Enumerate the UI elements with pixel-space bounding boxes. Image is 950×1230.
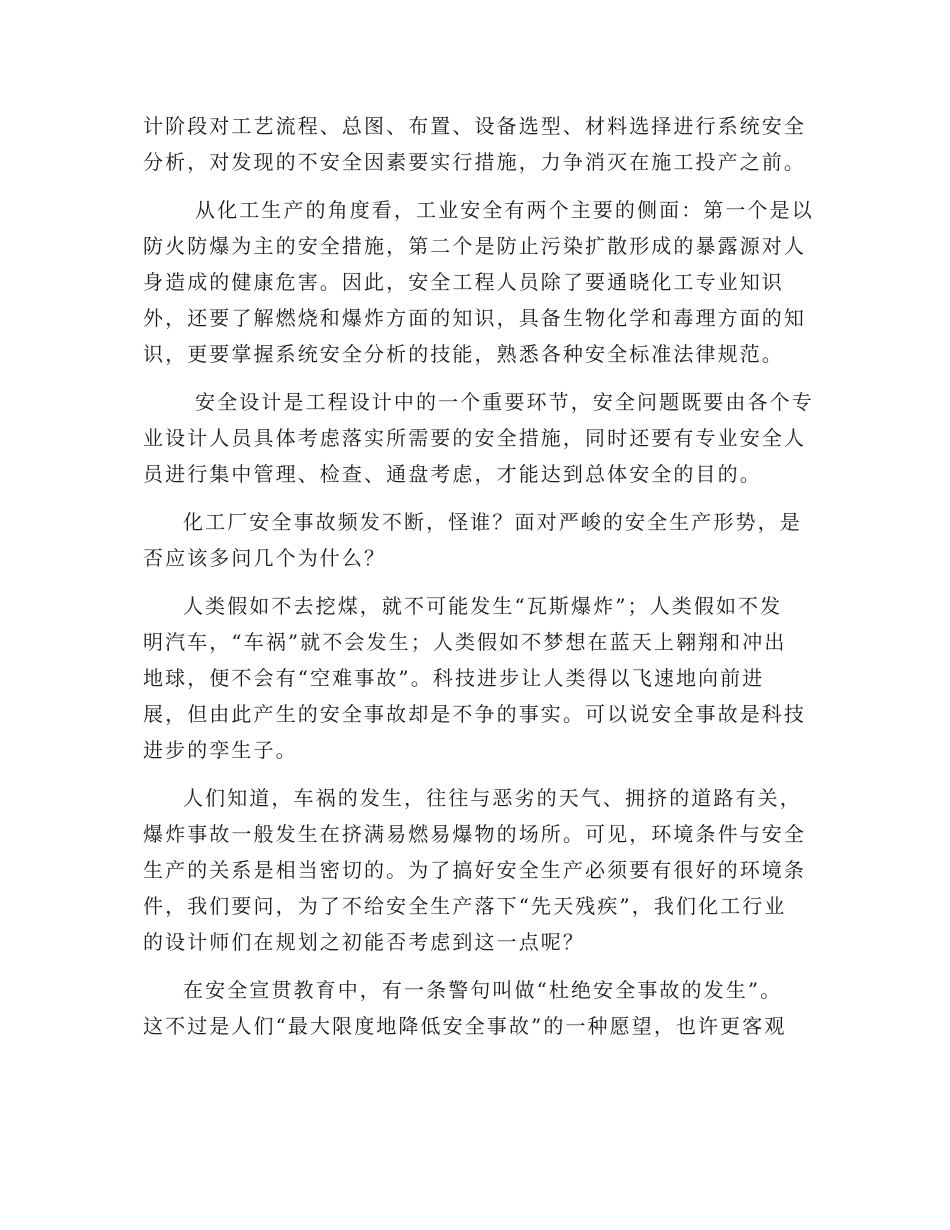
text-line: 进步的孪生子。 [143,738,298,762]
text-line: 身造成的健康危害。因此，安全工程人员除了要通晓化工专业知识 [143,270,784,294]
text-line: 人类假如不去挖煤，就不可能发生“瓦斯爆炸”；人类假如不发 [183,594,783,618]
text-line: 的设计师们在规划之初能否考虑到这一点呢？ [143,930,585,954]
paragraph-2 [143,192,813,372]
paragraph-5 [143,588,813,768]
text-line: 人们知道，车祸的发生，往往与恶劣的天气、拥挤的道路有关， [183,786,802,810]
paragraph-7 [143,972,813,1044]
text-line: 从化工生产的角度看，工业安全有两个主要的侧面：第一个是以 [195,198,814,222]
paragraph-4 [143,504,813,576]
document-body [143,108,813,1056]
text-line: 爆炸事故一般发生在挤满易燃易爆物的场所。可见，环境条件与安全 [143,822,806,846]
text-line: 这不过是人们“最大限度地降低安全事故”的一种愿望，也许更客观 [143,1014,787,1038]
text-line: 展，但由此产生的安全事故却是不争的事实。可以说安全事故是科技 [143,702,806,726]
text-line: 业设计人员具体考虑落实所需要的安全措施，同时还要有专业安全人 [143,426,806,450]
text-line: 生产的关系是相当密切的。为了搞好安全生产必须要有很好的环境条 [143,858,806,882]
text-line: 防火防爆为主的安全措施，第二个是防止污染扩散形成的暴露源对人 [143,234,806,258]
text-line: 否应该多问几个为什么？ [143,546,387,570]
text-line: 安全设计是工程设计中的一个重要环节，安全问题既要由各个专 [195,390,814,414]
text-line: 明汽车，“车祸”就不会发生；人类假如不梦想在蓝天上翱翔和冲出 [143,630,787,654]
text-line: 化工厂安全事故频发不断，怪谁？面对严峻的安全生产形势，是 [183,510,802,534]
text-line: 外，还要了解燃烧和爆炸方面的知识，具备生物化学和毒理方面的知 [143,306,806,330]
text-line: 分析，对发现的不安全因素要实行措施，力争消灭在施工投产之前。 [143,150,806,174]
paragraph-3 [143,384,813,492]
paragraph-1 [143,108,813,180]
paragraph-6 [143,780,813,960]
text-line: 识，更要掌握系统安全分析的技能，熟悉各种安全标准法律规范。 [143,342,784,366]
text-line: 在安全宣贯教育中，有一条警句叫做“杜绝安全事故的发生”。 [183,978,783,1002]
text-line: 件，我们要问，为了不给安全生产落下“先天残疾”，我们化工行业 [143,894,787,918]
text-line: 地球，便不会有“空难事故”。科技进步让人类得以飞速地向前进 [143,666,765,690]
text-line: 员进行集中管理、检查、通盘考虑，才能达到总体安全的目的。 [143,462,762,486]
text-line: 计阶段对工艺流程、总图、布置、设备选型、材料选择进行系统安全 [143,114,806,138]
